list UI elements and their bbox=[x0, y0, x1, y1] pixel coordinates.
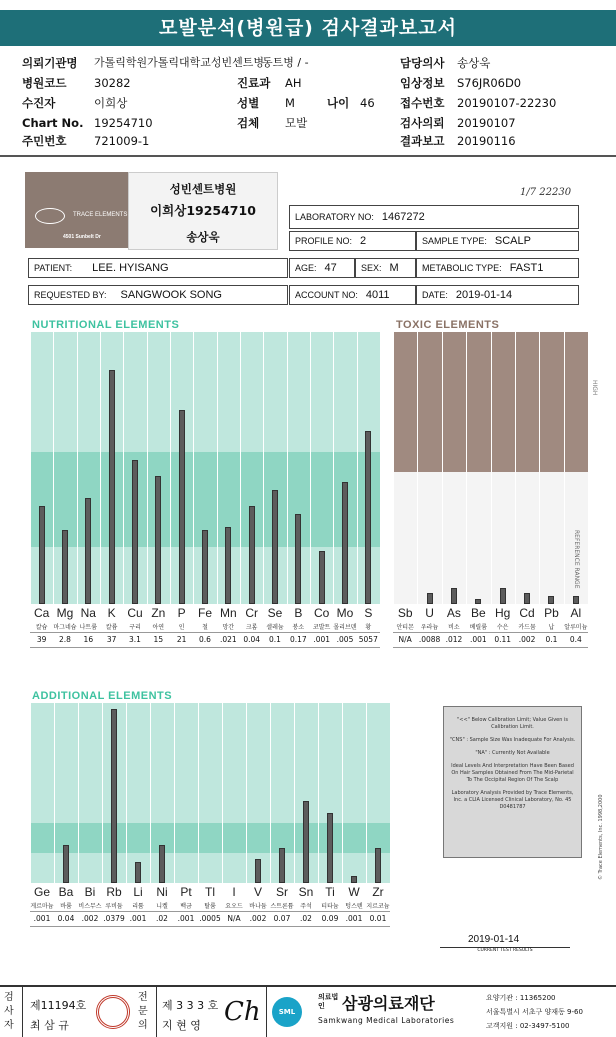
element-value: .012 bbox=[445, 635, 463, 644]
element-value: .002 bbox=[81, 914, 99, 923]
column-divider bbox=[342, 703, 343, 883]
copyright: © Trace Elements, Inc. 1998,2000 bbox=[598, 794, 604, 880]
element-value: 0.04 bbox=[243, 635, 261, 644]
element-korean-name: 수은 bbox=[496, 624, 509, 631]
bar-zr bbox=[375, 848, 381, 883]
element-symbol: Sr bbox=[276, 885, 288, 899]
element-symbol: Ca bbox=[33, 606, 50, 620]
element-value: .02 bbox=[300, 914, 312, 923]
element-korean-name: 백금 bbox=[180, 903, 192, 910]
bar-mg bbox=[62, 530, 68, 604]
column-divider bbox=[174, 703, 175, 883]
nut-chart-band bbox=[30, 332, 380, 452]
column-divider bbox=[30, 703, 31, 883]
doctor-label: 담당의사 bbox=[400, 56, 445, 70]
element-symbol: As bbox=[446, 606, 461, 620]
lab-address: 4501 Sunbelt Dr bbox=[63, 234, 101, 240]
element-korean-name: 구리 bbox=[129, 624, 141, 631]
bar-be bbox=[475, 599, 481, 604]
element-symbol: Mn bbox=[219, 606, 237, 620]
chart-value: 19254710 bbox=[94, 116, 153, 130]
element-symbol: Ba bbox=[58, 885, 74, 899]
specialist-label: 전문의 bbox=[138, 992, 148, 1031]
element-value: 0.4 bbox=[569, 635, 582, 644]
inspector-no: 제11194호 bbox=[30, 999, 87, 1012]
element-symbol: B bbox=[294, 606, 303, 620]
element-value: .001 bbox=[33, 914, 51, 923]
element-korean-name: 베릴륨 bbox=[469, 624, 487, 631]
element-value: 37 bbox=[106, 635, 117, 644]
element-korean-name: 주석 bbox=[300, 903, 312, 910]
element-value: .002 bbox=[249, 914, 267, 923]
toxic-title: TOXIC ELEMENTS bbox=[396, 319, 500, 331]
bar-sr bbox=[279, 848, 285, 883]
element-value: .02 bbox=[156, 914, 168, 923]
report-header bbox=[0, 52, 616, 152]
element-korean-name: 요오드 bbox=[225, 903, 243, 910]
report-title: 모발분석(병원급) 검사결과보고서 bbox=[0, 10, 616, 46]
element-symbol: Ni bbox=[156, 885, 168, 899]
request-label: 검사의뢰 bbox=[400, 116, 445, 130]
element-korean-name: 망간 bbox=[222, 624, 235, 631]
legend-line-1: "<<" Below Calibration Limit; Value Given is Calibration Limit. bbox=[456, 717, 569, 730]
element-value: .0005 bbox=[199, 914, 221, 923]
institution-suffix: 동트병 / - bbox=[262, 56, 309, 69]
element-symbol: Be bbox=[470, 606, 486, 620]
test-date-label: CURRENT TEST RESULTS bbox=[440, 947, 570, 953]
reference-range-label: REFERENCE RANGE bbox=[573, 530, 580, 589]
toxic-chart bbox=[393, 332, 588, 644]
element-symbol: Ti bbox=[325, 885, 335, 899]
element-korean-name: 칼륨 bbox=[105, 624, 118, 631]
column-divider bbox=[193, 332, 194, 604]
column-divider bbox=[217, 332, 218, 604]
bar-w bbox=[351, 876, 357, 883]
clinical-label: 임상정보 bbox=[400, 76, 445, 90]
element-value: .001 bbox=[129, 914, 147, 923]
add-chart-band bbox=[30, 853, 390, 883]
element-value: 5057 bbox=[358, 635, 378, 644]
institution-value: 가톨릭학원가톨릭대학교성빈센트병 bbox=[94, 56, 265, 69]
sample-field: SAMPLE TYPE: SCALP bbox=[416, 231, 579, 251]
inspector-label: 검사자 bbox=[4, 992, 14, 1031]
bar-as bbox=[451, 588, 457, 604]
bar-u bbox=[427, 593, 433, 604]
element-symbol: Rb bbox=[106, 885, 122, 899]
element-symbol: Pb bbox=[544, 606, 559, 620]
element-symbol: K bbox=[107, 606, 116, 620]
column-divider bbox=[147, 332, 148, 604]
element-value: .002 bbox=[518, 635, 536, 644]
element-symbol: Li bbox=[133, 885, 143, 899]
lab-sex-field: SEX: M bbox=[355, 258, 416, 278]
element-value: .0379 bbox=[103, 914, 125, 923]
element-value: 15 bbox=[153, 635, 164, 644]
element-value: 0.07 bbox=[273, 914, 291, 923]
patient-stamp bbox=[128, 172, 278, 250]
org-addr3: 고객지원 : 02-3497-5100 bbox=[486, 1022, 570, 1030]
dept-label: 진료과 bbox=[237, 76, 271, 90]
element-korean-name: 알루미늄 bbox=[564, 624, 588, 631]
sex-label: 성별 bbox=[237, 96, 260, 110]
element-symbol: W bbox=[348, 885, 360, 899]
received-value: 20190107-22230 bbox=[457, 96, 557, 110]
element-korean-name: 리튬 bbox=[132, 903, 144, 910]
report-label: 결과보고 bbox=[400, 134, 445, 148]
element-korean-name: 비소 bbox=[448, 624, 460, 631]
element-symbol: Bi bbox=[84, 885, 96, 899]
legend-line-4: Ideal Levels And Interpretation Have Been Based On Hair Samples Obtained From The Mid-Parietal To The Occipital Region Of The Scalp bbox=[451, 763, 574, 783]
column-divider bbox=[123, 332, 124, 604]
received-label: 접수번호 bbox=[400, 96, 445, 110]
element-korean-name: 마그네슘 bbox=[53, 624, 77, 631]
column-divider bbox=[102, 703, 103, 883]
element-value: 0.09 bbox=[321, 914, 339, 923]
date-field: DATE: 2019-01-14 bbox=[416, 285, 579, 305]
element-korean-name: 붕소 bbox=[292, 624, 305, 631]
column-divider bbox=[442, 332, 443, 604]
id-value: 721009-1 bbox=[94, 134, 150, 148]
element-korean-name: 셀레늄 bbox=[266, 624, 284, 631]
inspector-name: 최 삼 규 bbox=[30, 1019, 69, 1032]
element-korean-name: 지르코늄 bbox=[366, 903, 390, 910]
element-korean-name: 안티몬 bbox=[396, 624, 414, 631]
element-korean-name: 텅스텐 bbox=[345, 903, 363, 910]
legend-line-3: "NA" : Currently Not Available bbox=[475, 750, 550, 756]
element-value: .005 bbox=[336, 635, 354, 644]
bar-hg bbox=[500, 588, 506, 604]
element-value: 0.01 bbox=[369, 914, 387, 923]
specimen-label: 검체 bbox=[237, 116, 260, 130]
column-divider bbox=[246, 703, 247, 883]
bar-cr bbox=[249, 506, 255, 604]
column-divider bbox=[417, 332, 418, 604]
element-symbol: I bbox=[232, 885, 236, 899]
element-symbol: Cd bbox=[519, 606, 535, 620]
column-divider bbox=[53, 332, 54, 604]
patient-field: PATIENT: LEE. HYISANG bbox=[28, 258, 288, 278]
account-field: ACCOUNT NO: 4011 bbox=[289, 285, 416, 305]
org-addr1: 요양기관 : 11365200 bbox=[486, 994, 556, 1002]
column-divider bbox=[318, 703, 319, 883]
element-symbol: Mg bbox=[56, 606, 74, 620]
code-value: 30282 bbox=[94, 76, 131, 90]
column-divider bbox=[126, 703, 127, 883]
element-korean-name: 바륨 bbox=[60, 903, 72, 910]
column-divider bbox=[30, 332, 31, 604]
test-date: 2019-01-14 bbox=[468, 934, 520, 945]
org-addr2: 서울특별시 서초구 양재동 9-60 bbox=[486, 1008, 583, 1016]
element-korean-name: 코발트 bbox=[312, 624, 331, 631]
element-value: 0.11 bbox=[494, 635, 512, 644]
column-divider bbox=[366, 703, 367, 883]
element-symbol: S bbox=[364, 606, 373, 620]
bar-sn bbox=[303, 801, 309, 883]
specimen-value: 모발 bbox=[285, 116, 308, 130]
sex-value: M bbox=[285, 96, 295, 110]
element-value: 16 bbox=[83, 635, 94, 644]
column-divider bbox=[198, 703, 199, 883]
element-value: 0.1 bbox=[545, 635, 558, 644]
report-value: 20190116 bbox=[457, 134, 516, 148]
trace-logo-icon bbox=[35, 208, 65, 224]
element-korean-name: 황 bbox=[365, 624, 372, 631]
specialist-no: 제 3 3 3 호 bbox=[162, 999, 219, 1012]
additional-chart bbox=[30, 703, 390, 947]
column-divider bbox=[263, 332, 264, 604]
sml-logo: SML bbox=[272, 997, 302, 1027]
add-chart-table-border bbox=[30, 911, 390, 927]
element-symbol: Co bbox=[313, 606, 330, 620]
additional-title: ADDITIONAL ELEMENTS bbox=[32, 690, 173, 702]
bar-pb bbox=[548, 596, 554, 604]
element-symbol: Al bbox=[570, 606, 582, 620]
legend-box bbox=[443, 706, 582, 858]
column-divider bbox=[100, 332, 101, 604]
element-korean-name: 칼슘 bbox=[35, 624, 48, 631]
bar-cd bbox=[524, 593, 530, 604]
column-divider bbox=[333, 332, 334, 604]
element-symbol: Ge bbox=[33, 885, 50, 899]
column-divider bbox=[564, 332, 565, 604]
element-korean-name: 니켈 bbox=[156, 903, 168, 910]
code-label: 병원코드 bbox=[22, 76, 67, 90]
element-value: N/A bbox=[398, 635, 412, 644]
element-korean-name: 나트륨 bbox=[79, 624, 98, 631]
element-korean-name: 우라늄 bbox=[420, 624, 439, 631]
element-value: 2.8 bbox=[59, 635, 71, 644]
element-value: .001 bbox=[313, 635, 331, 644]
bar-mn bbox=[225, 527, 231, 604]
column-divider bbox=[393, 332, 394, 604]
element-symbol: Cu bbox=[127, 606, 143, 620]
element-value: 39 bbox=[36, 635, 47, 644]
lab-no-value: 1467272 bbox=[381, 211, 425, 223]
column-divider bbox=[170, 332, 171, 604]
doctor-value: 송상욱 bbox=[457, 56, 491, 70]
element-value: .021 bbox=[219, 635, 237, 644]
bar-v bbox=[255, 859, 261, 883]
bar-na bbox=[85, 498, 91, 604]
institution-label: 의뢰기관명 bbox=[22, 56, 78, 70]
header-divider bbox=[0, 155, 616, 157]
chart-label: Chart No. bbox=[22, 116, 84, 130]
column-divider bbox=[491, 332, 492, 604]
lab-no-field: LABORATORY NO: 1467272 bbox=[289, 205, 579, 229]
element-value: 0.04 bbox=[57, 914, 75, 923]
element-symbol: Cr bbox=[245, 606, 258, 620]
element-korean-name: 몰리브덴 bbox=[333, 624, 357, 631]
nutritional-chart bbox=[30, 332, 380, 644]
seal-icon bbox=[96, 995, 130, 1029]
element-korean-name: 루비듐 bbox=[105, 903, 123, 910]
element-symbol: Pt bbox=[180, 885, 192, 899]
element-korean-name: 비스무스 bbox=[78, 903, 102, 910]
column-divider bbox=[466, 332, 467, 604]
column-divider bbox=[294, 703, 295, 883]
element-value: N/A bbox=[227, 914, 241, 923]
bar-se bbox=[272, 490, 278, 604]
age-value: 46 bbox=[360, 96, 375, 110]
element-value: .001 bbox=[177, 914, 195, 923]
element-symbol: U bbox=[425, 606, 434, 620]
profile-field: PROFILE NO: 2 bbox=[289, 231, 416, 251]
logo-text: TRACE ELEMENTS bbox=[73, 212, 128, 218]
element-korean-name: 인 bbox=[178, 624, 185, 631]
org-small: 의료법인 bbox=[318, 993, 339, 1010]
recipient-label: 수진자 bbox=[22, 96, 56, 110]
column-divider bbox=[310, 332, 311, 604]
bar-ni bbox=[159, 845, 165, 883]
requested-field: REQUESTED BY: SANGWOOK SONG bbox=[28, 285, 288, 305]
element-symbol: Zr bbox=[372, 885, 384, 899]
legend-line-5: Laboratory Analysis Provided by Trace Elements, Inc. a CLIA Licensed Clinical Laboratory, No. 45 D0481787 bbox=[451, 790, 574, 810]
element-symbol: Se bbox=[267, 606, 283, 620]
bar-k bbox=[109, 370, 115, 604]
org-en: Samkwang Medical Laboratories bbox=[318, 1016, 455, 1025]
stamp-patient: 이희상19254710 bbox=[150, 203, 256, 218]
element-symbol: P bbox=[177, 606, 186, 620]
element-korean-name: 게르마늄 bbox=[30, 903, 54, 910]
bar-cu bbox=[132, 460, 138, 604]
element-korean-name: 납 bbox=[548, 624, 555, 631]
bar-rb bbox=[111, 709, 117, 883]
age-label: 나이 bbox=[327, 96, 350, 110]
element-value: 0.6 bbox=[199, 635, 211, 644]
signature-icon: Ch bbox=[224, 997, 261, 1027]
bar-b bbox=[295, 514, 301, 604]
column-divider bbox=[515, 332, 516, 604]
element-symbol: Sb bbox=[397, 606, 413, 620]
element-value: 3.1 bbox=[129, 635, 141, 644]
column-divider bbox=[287, 332, 288, 604]
element-korean-name: 철 bbox=[202, 624, 208, 631]
element-symbol: V bbox=[253, 885, 262, 899]
column-divider bbox=[150, 703, 151, 883]
element-symbol: Na bbox=[80, 606, 96, 620]
column-divider bbox=[78, 703, 79, 883]
element-symbol: Zn bbox=[151, 606, 166, 620]
handwritten-note: 1/7 22230 bbox=[520, 187, 572, 198]
element-value: .0088 bbox=[418, 635, 441, 644]
org-name: 삼광의료재단 bbox=[342, 994, 435, 1013]
nutritional-title: NUTRITIONAL ELEMENTS bbox=[32, 319, 180, 331]
element-value: 0.17 bbox=[289, 635, 307, 644]
bar-s bbox=[365, 431, 371, 604]
legend-line-2: "CNS" : Sample Size Was Inadequate For Analysis. bbox=[449, 737, 576, 743]
tox-chart-table-border bbox=[393, 632, 588, 648]
bar-zn bbox=[155, 476, 161, 604]
recipient-value: 이희상 bbox=[94, 96, 128, 110]
nut-chart-table-border bbox=[30, 632, 380, 648]
element-symbol: Hg bbox=[495, 606, 511, 620]
bar-li bbox=[135, 862, 141, 883]
add-chart-band bbox=[30, 703, 390, 823]
bar-p bbox=[179, 410, 185, 604]
element-korean-name: 티타늄 bbox=[321, 903, 339, 910]
column-divider bbox=[222, 703, 223, 883]
bar-ca bbox=[39, 506, 45, 604]
element-symbol: Sn bbox=[298, 885, 314, 899]
element-korean-name: 탈륨 bbox=[204, 903, 216, 910]
element-korean-name: 스트론튬 bbox=[270, 903, 294, 910]
high-label: HIGH bbox=[591, 380, 598, 396]
element-korean-name: 바나듐 bbox=[249, 903, 267, 910]
element-value: .001 bbox=[345, 914, 363, 923]
column-divider bbox=[54, 703, 55, 883]
element-value: 21 bbox=[176, 635, 187, 644]
column-divider bbox=[240, 332, 241, 604]
column-divider bbox=[539, 332, 540, 604]
bar-mo bbox=[342, 482, 348, 604]
element-korean-name: 아연 bbox=[152, 624, 165, 631]
element-korean-name: 카드뮴 bbox=[518, 624, 536, 631]
column-divider bbox=[77, 332, 78, 604]
metabolic-field: METABOLIC TYPE: FAST1 bbox=[416, 258, 579, 278]
dept-value: AH bbox=[285, 76, 302, 90]
specialist-name: 지 현 영 bbox=[162, 1019, 201, 1032]
bar-al bbox=[573, 596, 579, 604]
lab-age-field: AGE: 47 bbox=[289, 258, 355, 278]
column-divider bbox=[270, 703, 271, 883]
column-divider bbox=[357, 332, 358, 604]
add-chart-band bbox=[30, 823, 390, 853]
bar-co bbox=[319, 551, 325, 604]
id-label: 주민번호 bbox=[22, 134, 67, 148]
stamp-doctor: 송상욱 bbox=[186, 230, 220, 244]
element-value: 0.1 bbox=[269, 635, 281, 644]
element-symbol: Fe bbox=[197, 606, 212, 620]
clinical-value: S76JR06D0 bbox=[457, 76, 522, 90]
element-korean-name: 크롬 bbox=[245, 624, 258, 631]
footer bbox=[0, 985, 616, 1037]
element-symbol: Mo bbox=[336, 606, 354, 620]
bar-ti bbox=[327, 813, 333, 883]
request-value: 20190107 bbox=[457, 116, 516, 130]
bar-fe bbox=[202, 530, 208, 604]
stamp-hospital: 성빈센트병원 bbox=[169, 182, 237, 196]
element-symbol: Tl bbox=[205, 885, 215, 899]
bar-ba bbox=[63, 845, 69, 883]
element-value: .001 bbox=[469, 635, 487, 644]
